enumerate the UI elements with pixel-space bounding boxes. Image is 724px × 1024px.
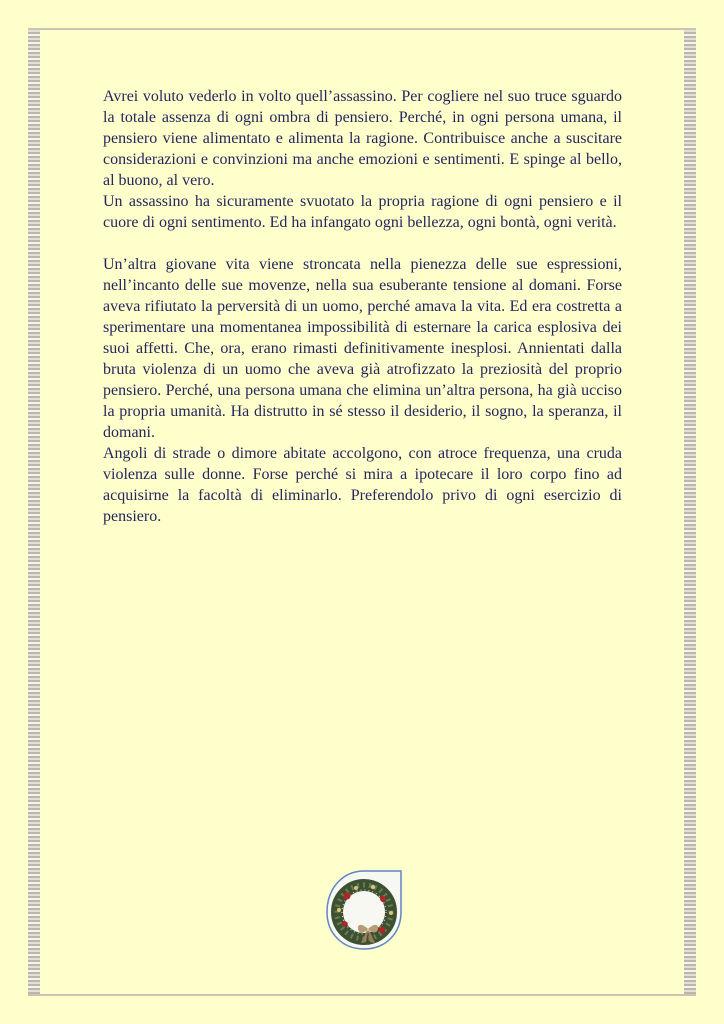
- paragraph-1: Avrei voluto vederlo in volto quell’assassino. Per cogliere nel suo truce sguardo la totale assenza di ogni ombra di pensiero. Perché, in ogni persona umana, il pensiero viene alimentato e alimenta la ragione. Contribuisce anche a suscitare considerazioni e convinzioni ma anche emozioni e sentimenti. E spinge al bello, al buono, al vero.: [103, 88, 622, 189]
- paragraph-spacer: [103, 233, 622, 254]
- paragraph-2: Un assassino ha sicuramente svuotato la propria ragione di ogni pensiero e il cuore di ogni sentimento. Ed ha infangato ogni bellezza, ogni bontà, ogni verità.: [103, 193, 622, 231]
- document-body: [103, 86, 622, 527]
- paragraph-3: Un’altra giovane vita viene stroncata nella pienezza delle sue espressioni, nell’incanto delle sue movenze, nella sua esuberante tensione al domani. Forse aveva rifiutato la perversità di un uomo, perché amava la vita. Ed era costretta a sperimentare una momentanea impossibilità di esternare la carica esplosiva dei suoi affetti. Che, ora, erano rimasti definitivamente inesplosi. Annientati dalla bruta violenza di un uomo che aveva già atrofizzato la preziosità del proprio pensiero. Perché, una persona umana che elimina un’altra persona, ha già ucciso la propria umanità. Ha distrutto in sé stesso il desiderio, il sogno, la speranza, il domani.: [103, 256, 622, 441]
- paragraph-4: Angoli di strade o dimore abitate accolgono, con atroce frequenza, una cruda violenza sulle donne. Forse perché si mira a ipotecare il loro corpo fino ad acquisirne la facoltà di eliminarlo. Preferendolo privo di ogni esercizio di pensiero.: [103, 445, 622, 525]
- left-border-pattern: [28, 30, 40, 994]
- right-border-pattern: [684, 30, 696, 994]
- christmas-wreath-icon: [324, 868, 404, 952]
